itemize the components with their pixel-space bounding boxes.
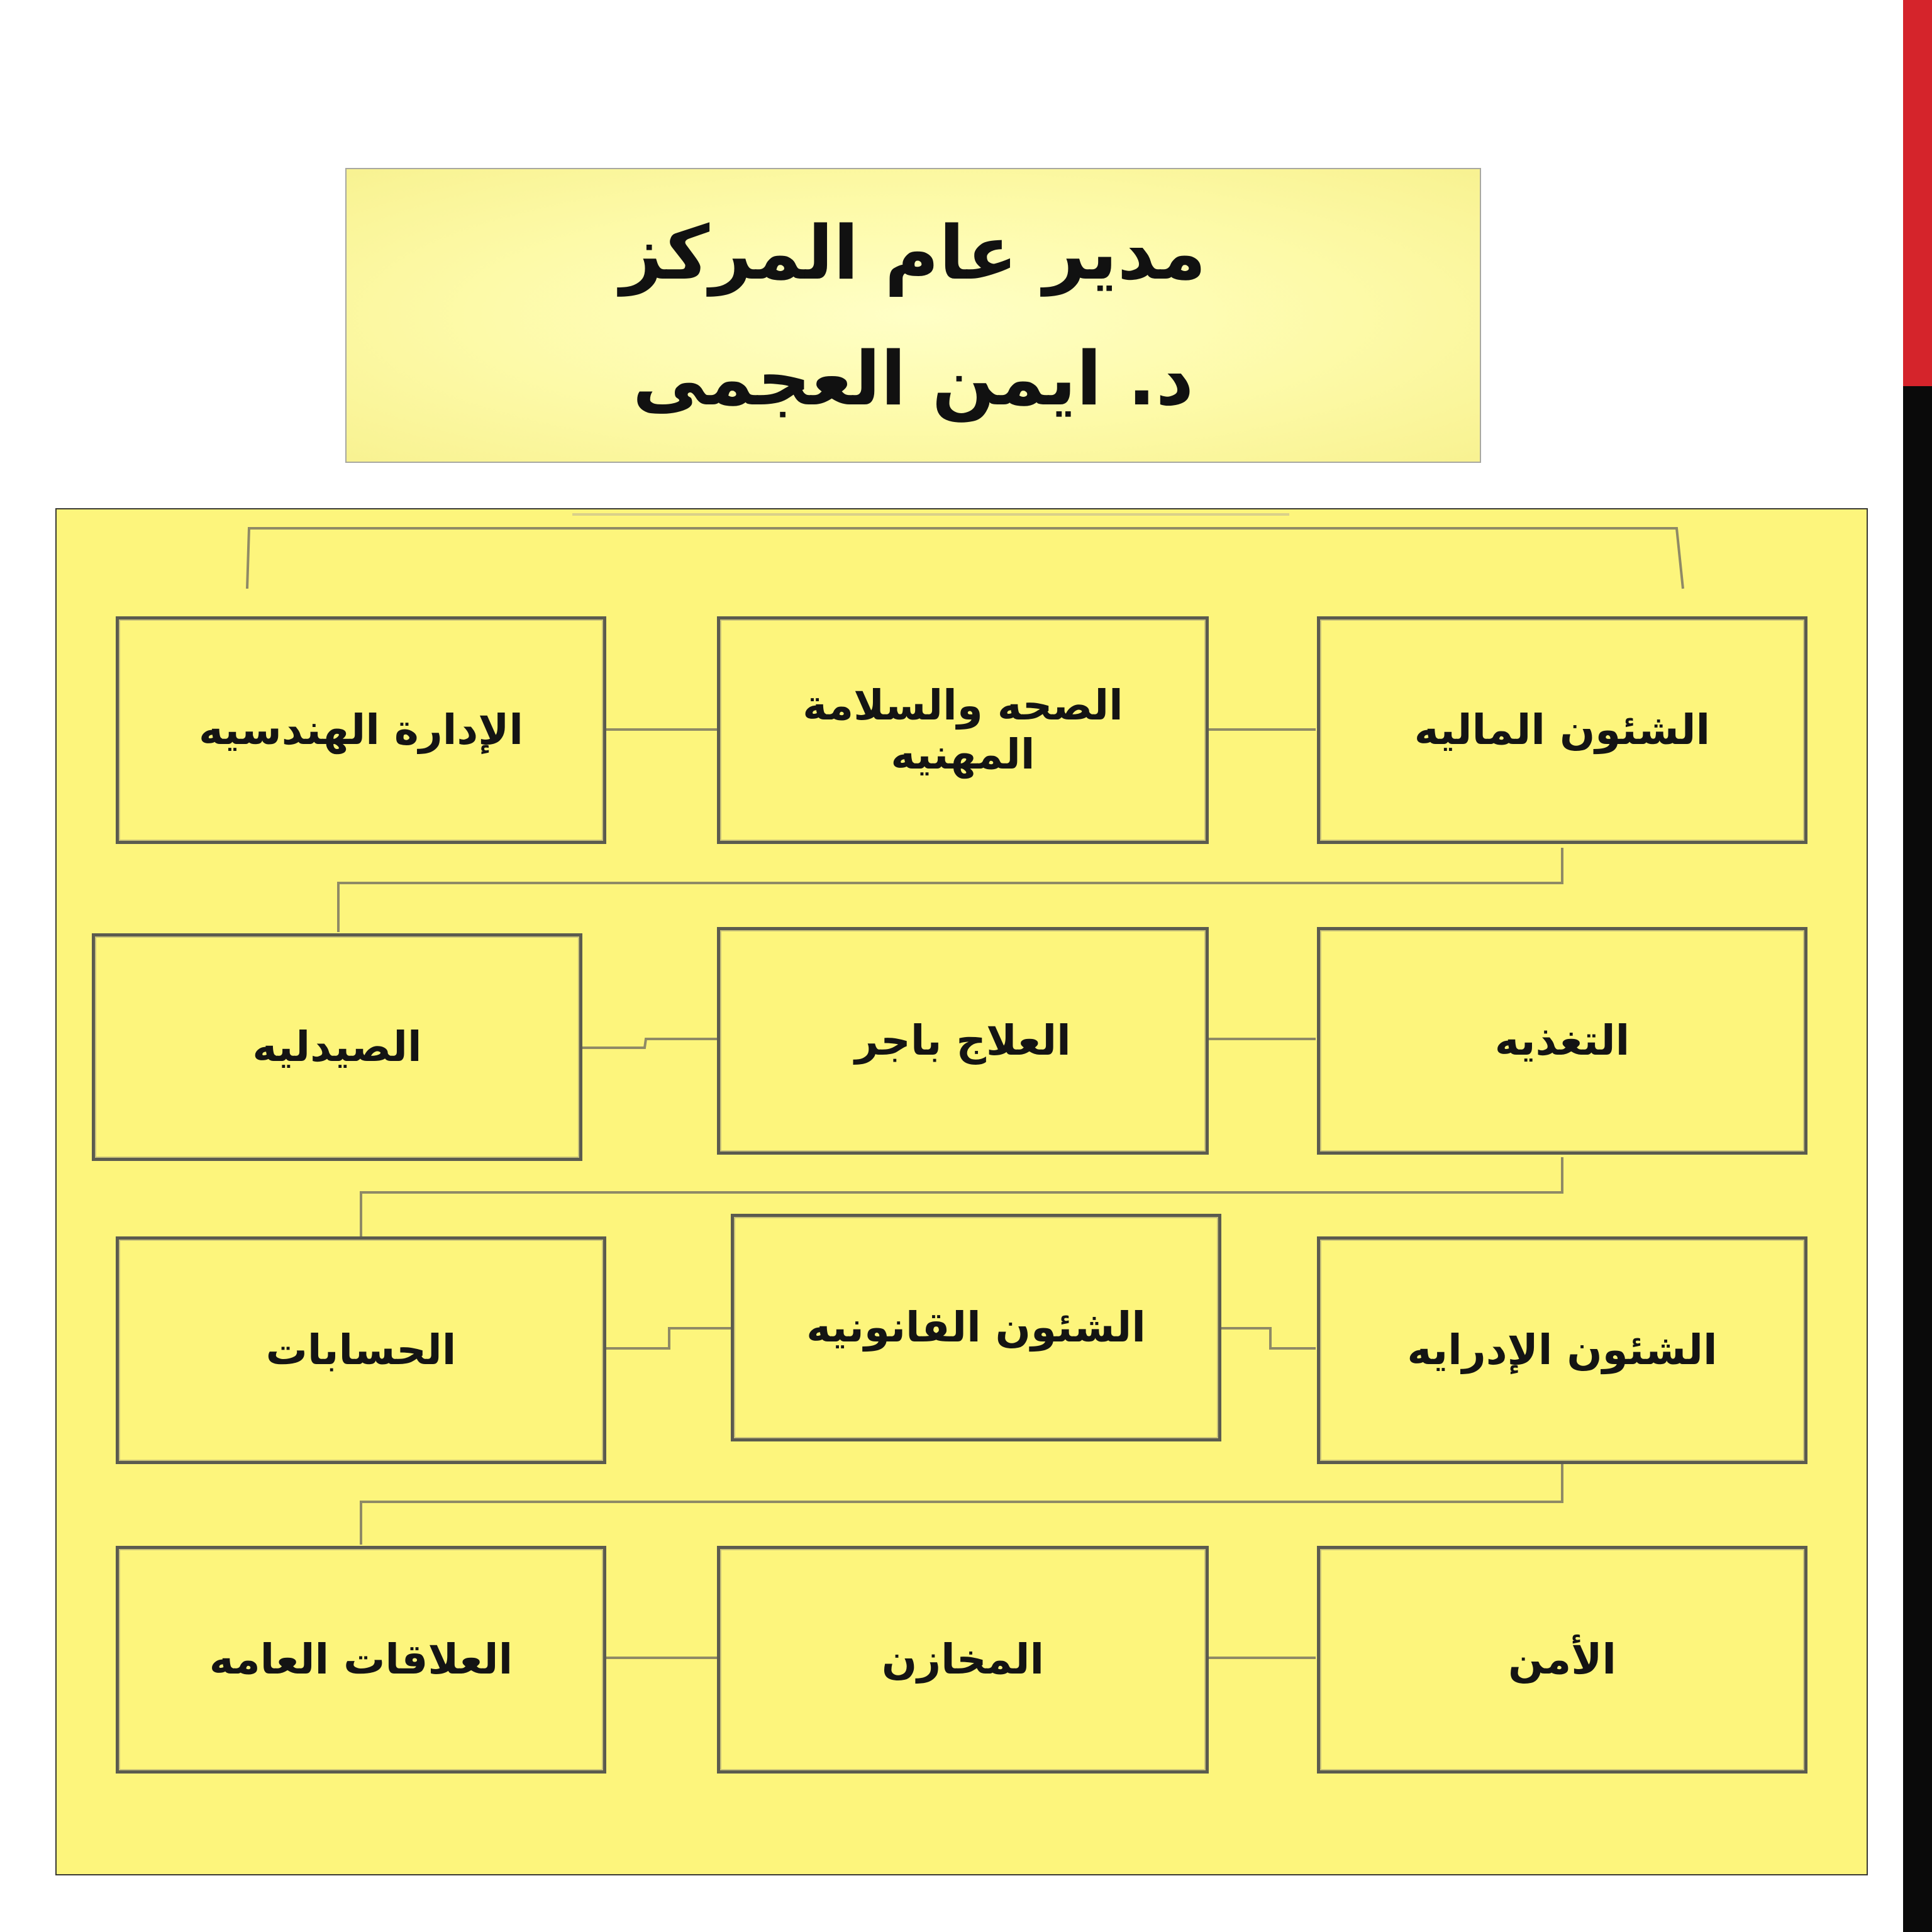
dept-nutrition-label: التغذيه xyxy=(1494,1016,1630,1065)
dept-nutrition xyxy=(1317,927,1807,1155)
title-person-name: د. ايمن العجمى xyxy=(632,335,1194,422)
edge-accent-black xyxy=(1903,386,1932,1932)
edge-accent-red xyxy=(1903,0,1932,386)
dept-legal-affairs xyxy=(731,1214,1221,1441)
director-title-box xyxy=(345,168,1481,463)
dept-legal-affairs-label: الشئون القانونيه xyxy=(806,1303,1146,1352)
dept-occupational-health-safety-label: الصحه والسلامة المهنيه xyxy=(802,681,1123,779)
dept-security xyxy=(1317,1546,1807,1774)
dept-pharmacy xyxy=(92,933,582,1161)
dept-administrative-affairs xyxy=(1317,1236,1807,1464)
dept-occupational-health-safety xyxy=(717,616,1209,844)
dept-accounts-label: الحسابات xyxy=(265,1326,457,1374)
connector-r3-left xyxy=(606,1328,731,1348)
dept-administrative-affairs-label: الشئون الإدرايه xyxy=(1407,1326,1718,1374)
connector-step-3 xyxy=(361,1464,1562,1545)
org-chart-panel xyxy=(55,508,1868,1875)
dept-financial-affairs-label: الشئون الماليه xyxy=(1414,706,1711,754)
dept-engineering-administration xyxy=(116,616,606,844)
dept-accounts xyxy=(116,1236,606,1464)
connector-r2-left xyxy=(582,1039,717,1048)
connector-r3-right xyxy=(1221,1328,1316,1348)
dept-security-label: الأمن xyxy=(1507,1635,1617,1684)
connector-step-1 xyxy=(338,848,1562,932)
dept-engineering-administration-label: الإدارة الهندسيه xyxy=(198,706,524,754)
dept-public-relations-label: العلاقات العامه xyxy=(209,1635,513,1684)
dept-warehouses xyxy=(717,1546,1209,1774)
dept-warehouses-label: المخازن xyxy=(881,1635,1045,1684)
title-position: مدير عام المركز xyxy=(620,209,1206,296)
dept-paid-treatment-label: العلاج باجر xyxy=(855,1016,1071,1065)
dept-paid-treatment xyxy=(717,927,1209,1155)
dept-public-relations xyxy=(116,1546,606,1774)
connector-top-bracket xyxy=(247,528,1683,589)
dept-pharmacy-label: الصيدليه xyxy=(252,1023,422,1071)
dept-financial-affairs xyxy=(1317,616,1807,844)
